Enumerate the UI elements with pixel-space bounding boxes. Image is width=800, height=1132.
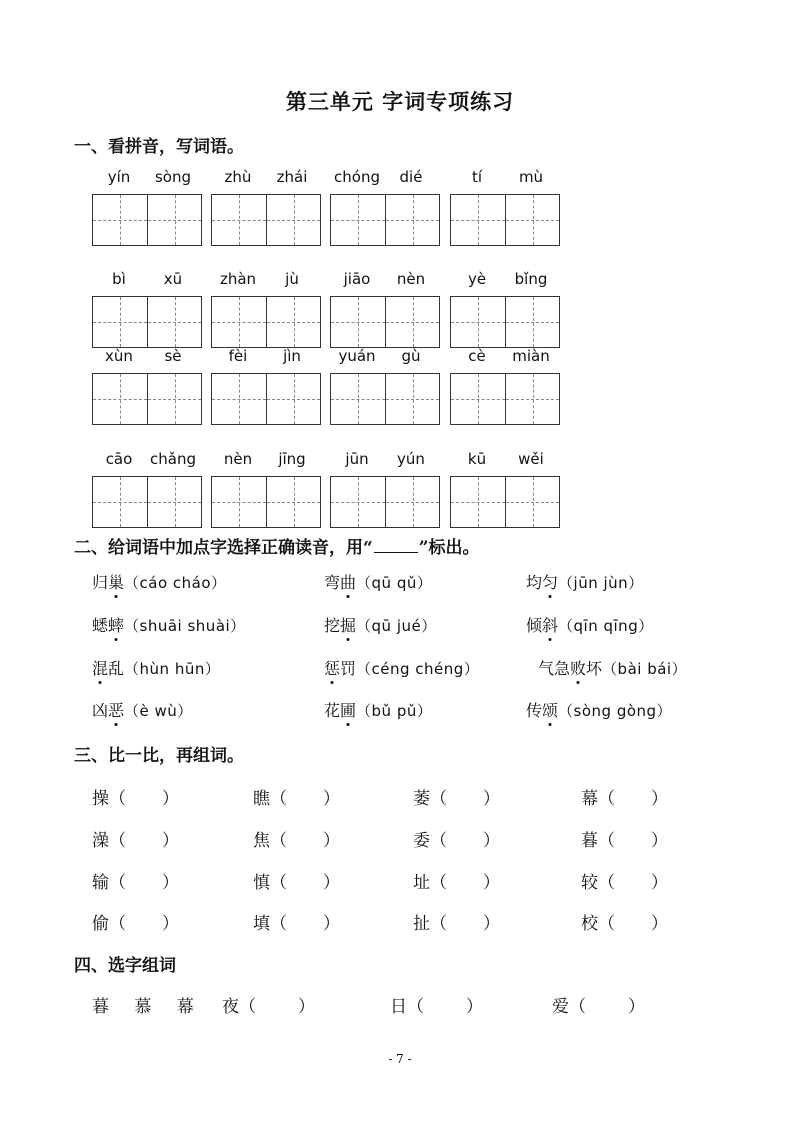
tian-grid-pair	[330, 296, 440, 348]
compare-item	[253, 784, 340, 809]
pinyin-syllable: zhù	[224, 168, 252, 186]
pinyin-row	[450, 347, 560, 369]
pinyin-options[interactable]: （bài bái）	[602, 660, 688, 678]
tian-cell[interactable]	[331, 477, 385, 527]
tian-cell[interactable]	[451, 297, 505, 347]
pinyin-syllable: zhàn	[219, 270, 257, 288]
tian-cell[interactable]	[505, 374, 559, 424]
word-grid	[211, 270, 321, 348]
pinyin-syllable: dié	[399, 168, 423, 186]
pinyin-row	[211, 168, 321, 190]
answer-blank[interactable]	[270, 909, 340, 934]
underline-sample	[374, 540, 418, 553]
pinyin-syllable: jù	[285, 270, 299, 288]
pinyin-options[interactable]: （jūn jùn）	[558, 574, 644, 592]
dotted-character: 掘	[340, 616, 357, 635]
tian-grid-pair	[330, 373, 440, 425]
pinyin-syllable: yuán	[338, 347, 376, 365]
word-grid	[450, 168, 560, 246]
section-1-heading: 一、看拼音，写词语。	[74, 137, 244, 157]
fill-item	[222, 992, 315, 1017]
answer-blank[interactable]	[569, 992, 645, 1017]
fill-item	[552, 992, 645, 1017]
word-part: 归	[92, 573, 109, 592]
pinyin-syllable: sòng	[154, 168, 192, 186]
pinyin-syllable: xū	[163, 270, 183, 288]
compare-item	[413, 826, 500, 851]
pinyin-syllable: jìn	[283, 347, 301, 365]
answer-blank[interactable]	[270, 826, 340, 851]
compare-character: 幕	[581, 789, 598, 809]
pinyin-syllable: wěi	[518, 450, 544, 468]
compare-character: 澡	[92, 831, 109, 851]
tian-cell[interactable]	[331, 195, 385, 245]
pinyin-syllable: zhái	[276, 168, 308, 186]
tian-grid-pair	[211, 296, 321, 348]
fill-character: 日	[390, 997, 407, 1017]
word-grid	[92, 168, 202, 246]
compare-item	[581, 784, 668, 809]
compare-item	[92, 784, 179, 809]
compare-item	[253, 826, 340, 851]
dotted-character: 巢	[108, 573, 125, 592]
tian-grid-pair	[330, 194, 440, 246]
word-part: 倾	[526, 616, 543, 635]
tian-cell[interactable]	[451, 374, 505, 424]
pinyin-row	[330, 450, 440, 472]
word-grid	[92, 270, 202, 348]
word-part: 乱	[108, 659, 125, 678]
word-grid	[92, 347, 202, 425]
compare-item	[581, 826, 668, 851]
word-grid	[92, 450, 202, 528]
compare-item	[92, 909, 179, 934]
tian-cell[interactable]	[266, 374, 320, 424]
answer-blank[interactable]	[430, 868, 500, 893]
answer-blank[interactable]	[598, 784, 668, 809]
word-part: 凶	[92, 701, 109, 720]
dotted-character: 匀	[542, 573, 559, 592]
tian-cell[interactable]	[505, 477, 559, 527]
tian-cell[interactable]	[451, 477, 505, 527]
word-grid	[211, 450, 321, 528]
word-part: 蟋	[92, 616, 109, 635]
tian-cell[interactable]	[93, 477, 147, 527]
tian-cell[interactable]	[385, 297, 439, 347]
answer-blank[interactable]	[270, 868, 340, 893]
tian-cell[interactable]	[147, 195, 201, 245]
answer-blank[interactable]	[109, 868, 179, 893]
pronunciation-item	[526, 613, 654, 636]
pinyin-row	[211, 347, 321, 369]
pinyin-options[interactable]: （qū qǔ）	[356, 574, 433, 592]
pinyin-options[interactable]: （sòng gòng）	[558, 702, 673, 720]
pinyin-syllable: fèi	[228, 347, 248, 365]
pinyin-row	[330, 347, 440, 369]
dotted-character: 颂	[542, 701, 559, 720]
word-grid	[330, 270, 440, 348]
compare-character: 偷	[92, 914, 109, 934]
word-part: 弯	[324, 573, 341, 592]
pinyin-options[interactable]: （céng chéng）	[356, 660, 480, 678]
tian-cell[interactable]	[93, 297, 147, 347]
pinyin-row	[330, 168, 440, 190]
compare-character: 址	[413, 873, 430, 893]
dotted-character: 蟀	[108, 616, 125, 635]
compare-character: 暮	[581, 831, 598, 851]
tian-cell[interactable]	[212, 477, 266, 527]
compare-character: 较	[581, 873, 598, 893]
section-4-heading: 四、选字组词	[74, 956, 176, 976]
pinyin-syllable: xùn	[105, 347, 133, 365]
tian-grid-pair	[211, 476, 321, 528]
tian-cell[interactable]	[451, 195, 505, 245]
word-part: 均	[526, 573, 543, 592]
pinyin-row	[450, 270, 560, 292]
pinyin-options[interactable]: （hùn hūn）	[124, 660, 221, 678]
word-part: 传	[526, 701, 543, 720]
pinyin-syllable: bǐng	[514, 270, 548, 288]
dotted-character: 斜	[542, 616, 559, 635]
fill-character: 爱	[552, 997, 569, 1017]
word-grid	[450, 347, 560, 425]
pronunciation-item	[324, 613, 437, 636]
tian-cell[interactable]	[505, 297, 559, 347]
answer-blank[interactable]	[109, 909, 179, 934]
tian-cell[interactable]	[385, 477, 439, 527]
tian-cell[interactable]	[266, 297, 320, 347]
pronunciation-item	[324, 570, 432, 593]
tian-grid-pair	[211, 373, 321, 425]
dotted-character: 曲	[340, 573, 357, 592]
compare-character: 扯	[413, 914, 430, 934]
tian-cell[interactable]	[147, 374, 201, 424]
pronunciation-item	[324, 656, 479, 679]
dotted-character: 混	[92, 659, 109, 678]
answer-blank[interactable]	[430, 784, 500, 809]
tian-cell[interactable]	[147, 477, 201, 527]
word-grid	[450, 270, 560, 348]
answer-blank[interactable]	[430, 826, 500, 851]
pinyin-syllable: nèn	[223, 450, 253, 468]
pronunciation-item	[526, 570, 644, 593]
tian-cell[interactable]	[266, 195, 320, 245]
pinyin-syllable: nèn	[396, 270, 426, 288]
page-title: 第三单元 字词专项练习	[285, 89, 515, 114]
pinyin-row	[211, 270, 321, 292]
pinyin-syllable: mù	[518, 168, 544, 186]
tian-grid-pair	[450, 373, 560, 425]
answer-blank[interactable]	[598, 868, 668, 893]
tian-grid-pair	[92, 296, 202, 348]
answer-blank[interactable]	[109, 826, 179, 851]
pinyin-syllable: jiāo	[343, 270, 371, 288]
pinyin-syllable: miàn	[512, 347, 550, 365]
compare-item	[413, 868, 500, 893]
compare-item	[413, 909, 500, 934]
compare-item	[581, 868, 668, 893]
tian-grid-pair	[211, 194, 321, 246]
tian-cell[interactable]	[331, 374, 385, 424]
compare-item	[253, 909, 340, 934]
pinyin-row	[92, 270, 202, 292]
word-part: 气急	[538, 659, 571, 678]
compare-item	[413, 784, 500, 809]
answer-blank[interactable]	[270, 784, 340, 809]
pinyin-row	[450, 450, 560, 472]
compare-character: 校	[581, 914, 598, 934]
section-2-heading-end: ”标出。	[418, 538, 480, 558]
tian-grid-pair	[92, 373, 202, 425]
tian-cell[interactable]	[93, 374, 147, 424]
pinyin-syllable: jūn	[345, 450, 369, 468]
compare-item	[253, 868, 340, 893]
compare-item	[92, 826, 179, 851]
pinyin-options[interactable]: （qū jué）	[356, 617, 437, 635]
pronunciation-item	[526, 698, 672, 721]
section-2-heading	[74, 533, 480, 558]
tian-cell[interactable]	[331, 297, 385, 347]
word-grid	[211, 168, 321, 246]
tian-cell[interactable]	[93, 195, 147, 245]
pronunciation-item	[92, 656, 220, 679]
answer-blank[interactable]	[430, 909, 500, 934]
answer-blank[interactable]	[239, 992, 315, 1017]
choice-characters: 暮 慕 幕	[92, 997, 204, 1017]
word-grid	[330, 347, 440, 425]
pronunciation-item	[92, 698, 193, 721]
answer-blank[interactable]	[598, 826, 668, 851]
pinyin-row	[450, 168, 560, 190]
pinyin-syllable: cè	[468, 347, 486, 365]
answer-blank[interactable]	[598, 909, 668, 934]
tian-cell[interactable]	[385, 374, 439, 424]
section-2-heading-start: 二、给词语中加点字选择正确读音，用“	[74, 538, 373, 558]
pinyin-syllable: jīng	[278, 450, 306, 468]
pinyin-syllable: cāo	[105, 450, 133, 468]
pinyin-options[interactable]: （è wù）	[124, 702, 193, 720]
compare-character: 焦	[253, 831, 270, 851]
answer-blank[interactable]	[407, 992, 483, 1017]
tian-grid-pair	[92, 476, 202, 528]
tian-cell[interactable]	[212, 297, 266, 347]
tian-cell[interactable]	[212, 195, 266, 245]
tian-cell[interactable]	[212, 374, 266, 424]
page-number: - 7 -	[388, 1052, 412, 1066]
pinyin-syllable: chóng	[334, 168, 380, 186]
tian-grid-pair	[450, 296, 560, 348]
pinyin-row	[92, 347, 202, 369]
tian-cell[interactable]	[505, 195, 559, 245]
pinyin-syllable: yín	[107, 168, 131, 186]
pinyin-row	[211, 450, 321, 472]
pronunciation-item	[92, 613, 246, 636]
word-grid	[211, 347, 321, 425]
tian-grid-pair	[450, 194, 560, 246]
pinyin-syllable: chǎng	[150, 450, 196, 468]
pinyin-syllable: sè	[164, 347, 182, 365]
pinyin-row	[330, 270, 440, 292]
pinyin-syllable: tí	[471, 168, 483, 186]
pinyin-syllable: yún	[397, 450, 425, 468]
compare-item	[581, 909, 668, 934]
compare-character: 操	[92, 789, 109, 809]
dotted-character: 惩	[324, 659, 341, 678]
pinyin-syllable: bì	[112, 270, 126, 288]
tian-cell[interactable]	[266, 477, 320, 527]
word-part: 罚	[340, 659, 357, 678]
compare-character: 填	[253, 914, 270, 934]
section-3-heading: 三、比一比，再组词。	[74, 746, 244, 766]
pinyin-syllable: kū	[467, 450, 487, 468]
pinyin-options[interactable]: （qīn qīng）	[558, 617, 654, 635]
tian-grid-pair	[450, 476, 560, 528]
word-part: 挖	[324, 616, 341, 635]
pronunciation-item	[92, 570, 227, 593]
pinyin-row	[92, 168, 202, 190]
compare-character: 慎	[253, 873, 270, 893]
pinyin-options[interactable]: （bǔ pǔ）	[356, 702, 433, 720]
compare-character: 输	[92, 873, 109, 893]
compare-item	[92, 868, 179, 893]
word-part: 坏	[586, 659, 603, 678]
pinyin-row	[92, 450, 202, 472]
pinyin-options[interactable]: （cáo cháo）	[124, 574, 227, 592]
word-grid	[330, 450, 440, 528]
compare-character: 委	[413, 831, 430, 851]
word-grid	[450, 450, 560, 528]
pronunciation-item	[538, 656, 687, 679]
pinyin-syllable: yè	[467, 270, 487, 288]
fill-character: 夜	[222, 997, 239, 1017]
tian-cell[interactable]	[147, 297, 201, 347]
compare-character: 瞧	[253, 789, 270, 809]
tian-grid-pair	[330, 476, 440, 528]
dotted-character: 恶	[108, 701, 125, 720]
pronunciation-item	[324, 698, 432, 721]
pinyin-syllable: gù	[401, 347, 421, 365]
tian-cell[interactable]	[385, 195, 439, 245]
word-grid	[330, 168, 440, 246]
pinyin-options[interactable]: （shuāi shuài）	[124, 617, 246, 635]
dotted-character: 圃	[340, 701, 357, 720]
word-part: 花	[324, 701, 341, 720]
answer-blank[interactable]	[109, 784, 179, 809]
fill-item	[390, 992, 483, 1017]
dotted-character: 败	[570, 659, 587, 678]
compare-character: 萎	[413, 789, 430, 809]
tian-grid-pair	[92, 194, 202, 246]
